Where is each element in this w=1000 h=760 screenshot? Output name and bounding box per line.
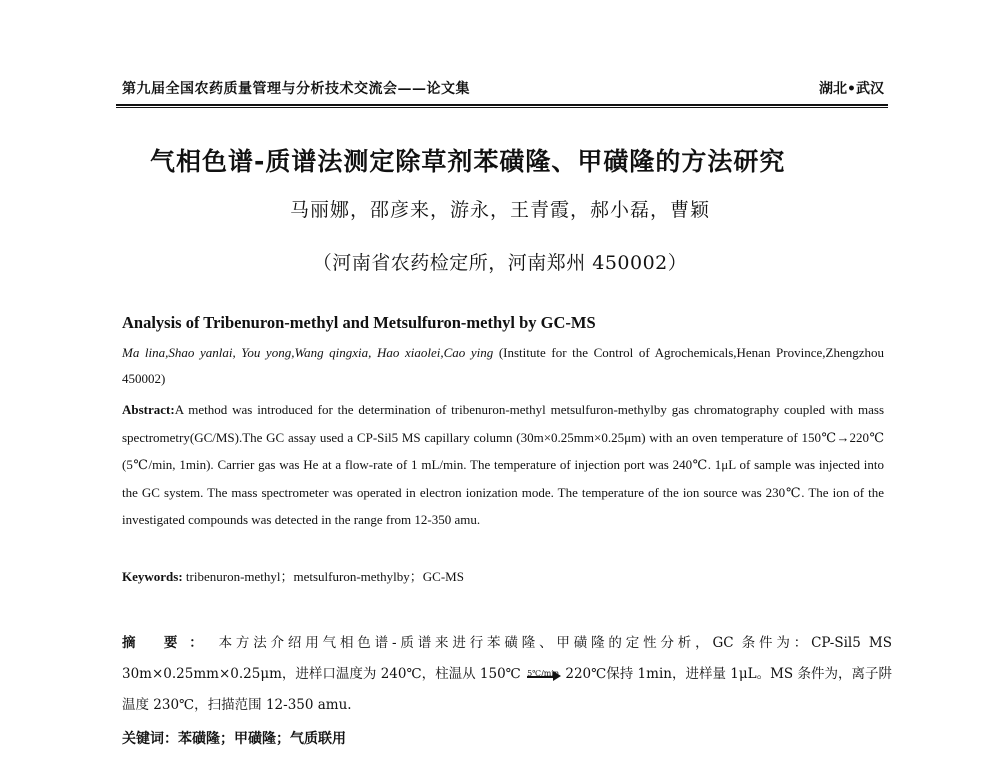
abstract-text-zh-part1: 本方法介绍用气相色谱-质谱来进行苯磺隆、甲磺隆的定性分析，GC 条件为：CP-Sil5 MS 30m×0.25mm×0.25μm，进样口温度为 240℃，柱温从 150℃ (122, 635, 906, 682)
arrow-right-icon (553, 671, 561, 681)
keywords-en (122, 566, 884, 585)
abstract-text-zh-part2: 220℃保持 1min，进样量 1μL。MS 条件为，离子阱温度 230℃，扫描范围 12-350 amu. (122, 666, 892, 713)
abstract-label-zh: 摘 要： (122, 635, 215, 651)
arrow-shaft (527, 676, 555, 678)
abstract-text-en: A method was introduced for the determination of tribenuron-methyl metsulfuron-methylby gas chromatography coupled with mass spectrometry(GC/MS).The GC assay used a CP-Sil5 MS capillary column (30m×0.25mm×0.25μm) with an oven temperature of 150℃→220℃ (5℃/min, 1min). Carrier gas was He at a flow-rate of 1 mL/min. The temperature of injection port was 240℃. 1μL of sample was injected into the GC system. The mass spectrometer was operated in electron ionization mode. The temperature of the ion source was 230℃. The ion of the investigated compounds was detected in the range from 12-350 amu. (122, 402, 884, 528)
affiliation-en: (Institute for the Control of Agrochemicals,Henan Province,Zhengzhou 450002) (122, 345, 884, 386)
running-header (122, 78, 884, 100)
header-rule (116, 104, 888, 106)
abstract-en (122, 396, 884, 534)
header-rule-thin (116, 107, 888, 108)
keywords-label-en: Keywords: (122, 569, 183, 584)
authors-zh: 马丽娜，邵彦来，游永，王青霞，郝小磊，曹颖 (289, 199, 710, 221)
affiliation-zh: （河南省农药检定所，河南郑州 450002） (312, 252, 688, 274)
rate-arrow (525, 668, 561, 682)
author-names-en: Ma lina,Shao yanlai, You yong,Wang qingxia, Hao xiaolei,Cao ying (122, 345, 494, 360)
keywords-text-en: tribenuron-methyl；metsulfuron-methylby；GC-MS (182, 569, 464, 584)
keywords-zh: 关键词：苯磺隆；甲磺隆；气质联用 (122, 731, 346, 747)
paper-title-zh: 气相色谱-质谱法测定除草剂苯磺隆、甲磺隆的方法研究 (150, 147, 786, 176)
abstract-zh (122, 628, 906, 721)
authors-en (122, 340, 884, 392)
conference-name: 第九届全国农药质量管理与分析技术交流会——论文集 (122, 81, 470, 97)
arrow-rate-label: 5℃/min (527, 668, 560, 678)
conference-location: 湖北•武汉 (819, 81, 884, 97)
abstract-label-en: Abstract: (122, 402, 175, 417)
paper-title-en: Analysis of Tribenuron-methyl and Metsulfuron-methyl by GC-MS (122, 313, 596, 332)
